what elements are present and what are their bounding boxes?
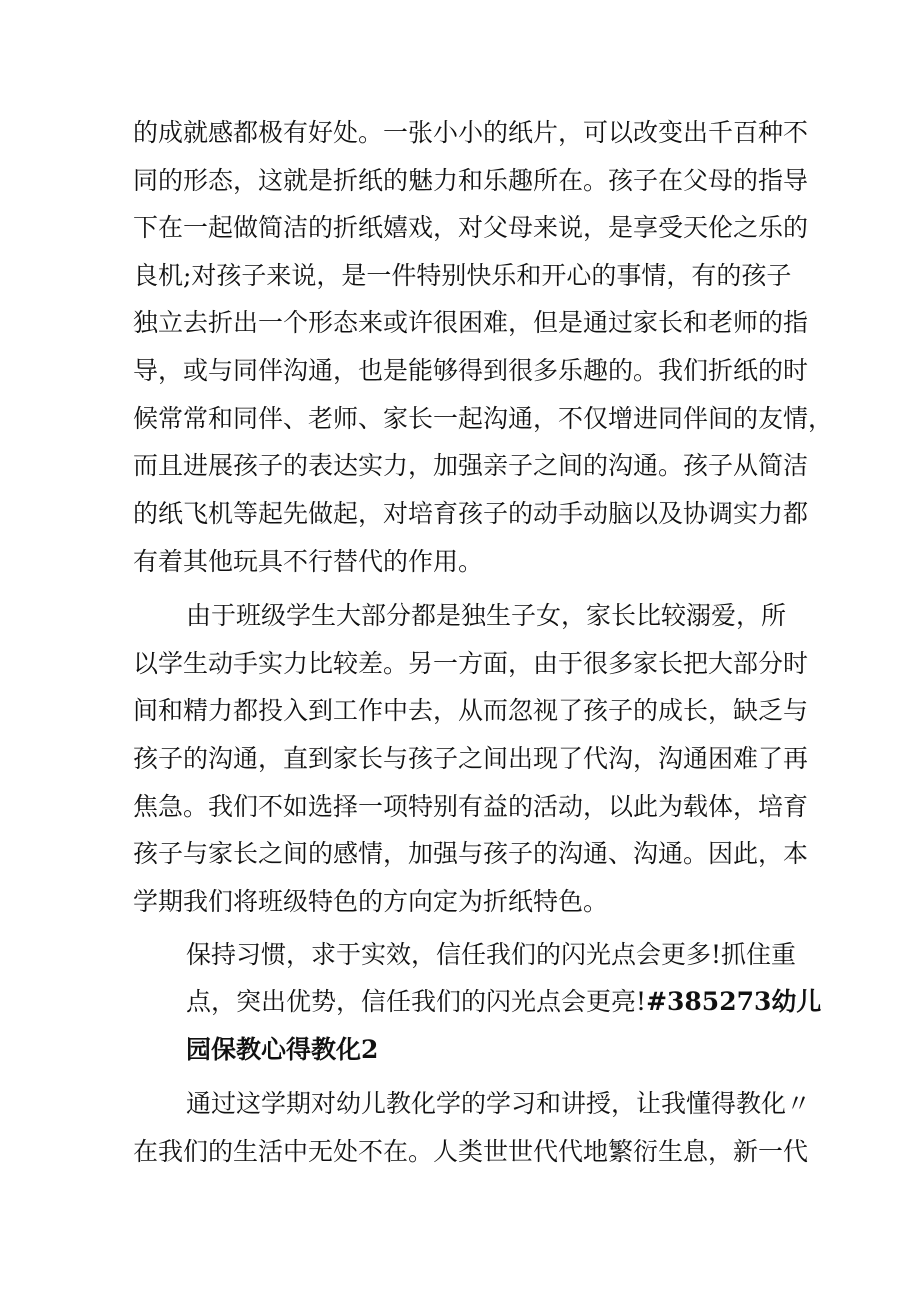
text-line: 导，或与同伴沟通，也是能够得到很多乐趣的。我们折纸的时 [133, 356, 809, 385]
text-line: 焦急。我们不如选择一项特别有益的活动，以此为载体，培育 [133, 792, 809, 821]
text-line: 学期我们将班级特色的方向定为折纸特色。 [133, 887, 609, 916]
article-number: #385273幼儿 [646, 987, 822, 1016]
paragraph-start-line: 由于班级学生大部分都是独生子女，家长比较溺爱，所 [186, 601, 787, 630]
text-line: 同的形态，这就是折纸的魅力和乐趣所在。孩子在父母的指导 [133, 166, 809, 195]
text-line: 孩子的沟通，直到家长与孩子之间出现了代沟，沟通困难了再 [133, 744, 809, 773]
text-line: 良机;对孩子来说，是一件特别快乐和开心的事情，有的孩子 [133, 261, 792, 290]
paragraph-start-line: 通过这学期对幼儿教化学的学习和讲授，让我懂得教化〃 [186, 1089, 812, 1118]
text-line [186, 987, 822, 1017]
text-line: 有着其他玩具不行替代的作用。 [133, 547, 484, 576]
section-heading [186, 1035, 803, 1065]
text-line: 孩子与家长之间的感情，加强与孩子的沟通、沟通。因此，本 [133, 839, 809, 868]
text-line: 而且进展孩子的表达实力，加强亲子之间的沟通。孩子从简洁 [133, 451, 809, 480]
text-line: 以学生动手实力比较差。另一方面，由于很多家长把大部分时 [133, 649, 809, 678]
text-line: 的成就感都极有好处。一张小小的纸片，可以改变出千百种不 [133, 118, 809, 147]
text-segment: 点，突出优势，信任我们的闪光点会更亮! [186, 987, 647, 1016]
section-title: 园保教心得教化2 [186, 1035, 379, 1064]
text-line: 在我们的生活中无处不在。人类世世代代地繁衍生息，新一代 [133, 1137, 809, 1166]
text-line: 独立去折出一个形态来或许很困难，但是通过家长和老师的指 [133, 308, 809, 337]
text-line: 候常常和同伴、老师、家长一起沟通，不仅增进同伴间的友情， [133, 404, 834, 433]
paragraph-start-line: 保持习惯，求于实效，信任我们的闪光点会更多!抓住重 [186, 940, 797, 969]
text-line: 的纸飞机等起先做起，对培育孩子的动手动脑以及协调实力都 [133, 499, 809, 528]
text-line: 间和精力都投入到工作中去，从而忽视了孩子的成长，缺乏与 [133, 696, 809, 725]
text-line: 下在一起做简洁的折纸嬉戏，对父母来说，是享受天伦之乐的 [133, 213, 809, 242]
